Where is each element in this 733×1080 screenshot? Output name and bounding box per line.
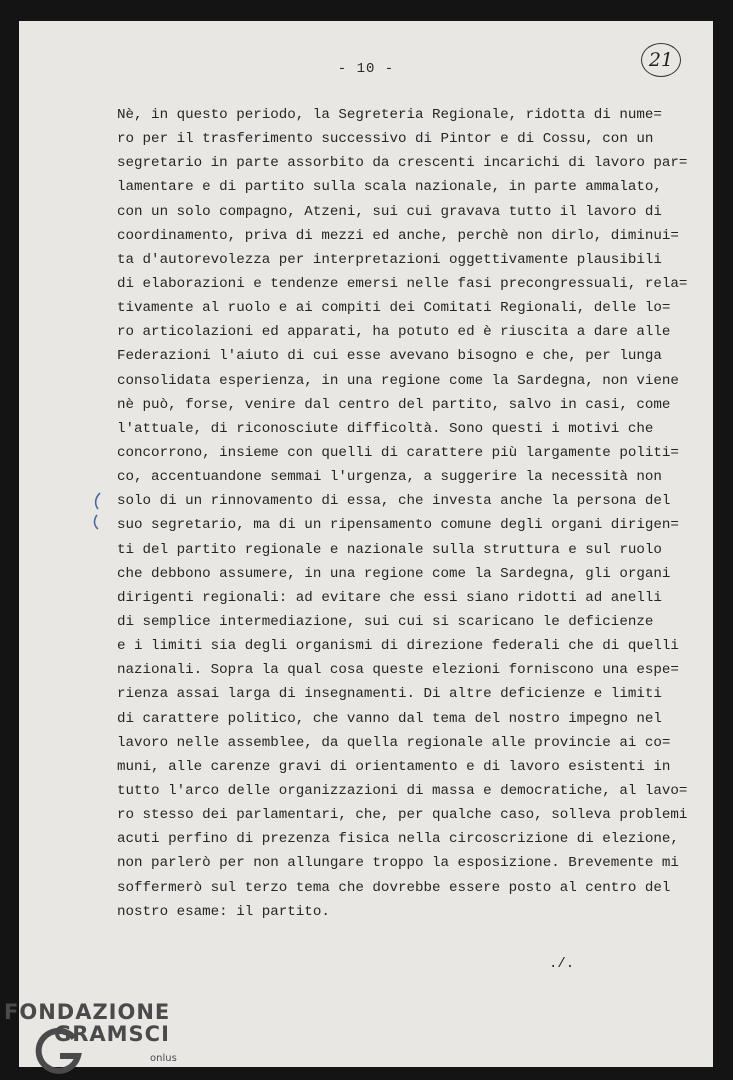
watermark-logo-icon xyxy=(34,1028,82,1076)
text-line: soffermerò sul terzo tema che dovrebbe essere posto al centro del xyxy=(117,879,671,896)
watermark-line-2: GRAMSCI xyxy=(54,1022,170,1046)
text-line: rienza assai larga di insegnamenti. Di altre deficienze e limiti xyxy=(117,686,662,703)
page-number: - 10 - xyxy=(337,61,395,77)
text-line: l'attuale, di riconosciute difficoltà. Sono questi i motivi che xyxy=(117,420,654,437)
text-line: ta d'autorevolezza per interpretazioni oggettivamente plausibili xyxy=(117,251,662,268)
fondazione-gramsci-watermark xyxy=(4,1000,194,1076)
document-page xyxy=(19,21,713,1067)
archive-number-circled: 21 xyxy=(641,43,681,77)
text-line: ro per il trasferimento successivo di Pintor e di Cossu, con un xyxy=(117,131,654,148)
text-line: nazionali. Sopra la qual cosa queste elezioni forniscono una espe= xyxy=(117,662,679,679)
text-line: coordinamento, priva di mezzi ed anche, perchè non dirlo, diminui= xyxy=(117,227,679,244)
text-line: tivamente al ruolo e ai compiti dei Comitati Regionali, delle lo= xyxy=(117,300,671,317)
text-line: suo segretario, ma di un ripensamento comune degli organi dirigen= xyxy=(117,517,679,534)
text-line: solo di un rinnovamento di essa, che investa anche la persona del xyxy=(117,493,671,510)
text-line: concorrono, insieme con quelli di carattere più largamente politi= xyxy=(117,444,679,461)
text-line: con un solo compagno, Atzeni, sui cui gravava tutto il lavoro di xyxy=(117,203,662,220)
text-line: Federazioni l'aiuto di cui esse avevano bisogno e che, per lunga xyxy=(117,348,662,365)
text-line: di carattere politico, che vanno dal tema del nostro impegno nel xyxy=(117,710,662,727)
text-line: co, accentuandone semmai l'urgenza, a suggerire la necessità non xyxy=(117,469,662,486)
text-line: tutto l'arco delle organizzazioni di massa e democratiche, al lavo= xyxy=(117,782,688,799)
text-line: ro stesso dei parlamentari, che, per qualche caso, solleva problemi xyxy=(117,807,688,824)
text-line: e i limiti sia degli organismi di direzione federali che di quelli xyxy=(117,638,679,655)
text-line: di semplice intermediazione, sui cui si scaricano le deficienze xyxy=(117,613,654,630)
text-line: segretario in parte assorbito da crescenti incarichi di lavoro par= xyxy=(117,155,688,172)
text-line: ro articolazioni ed apparati, ha potuto ed è riuscita a dare alle xyxy=(117,324,671,341)
text-line: dirigenti regionali: ad evitare che essi siano ridotti ad anelli xyxy=(117,589,662,606)
text-line: che debbono assumere, in una regione come la Sardegna, gli organi xyxy=(117,565,671,582)
text-line: muni, alle carenze gravi di orientamento e di lavoro esistenti in xyxy=(117,758,671,775)
margin-bracket-mark xyxy=(91,491,105,531)
watermark-onlus: onlus xyxy=(150,1053,177,1064)
text-line: non parlerò per non allungare troppo la esposizione. Brevemente mi xyxy=(117,855,679,872)
text-line: nostro esame: il partito. xyxy=(117,903,330,920)
text-line: Nè, in questo periodo, la Segreteria Regionale, ridotta di nume= xyxy=(117,107,662,123)
watermark-line-1: FONDAZIONE xyxy=(4,1000,171,1024)
text-line: ti del partito regionale e nazionale sulla struttura e sul ruolo xyxy=(117,541,662,558)
text-line: lavoro nelle assemblee, da quella regionale alle provincie ai co= xyxy=(117,734,671,751)
body-text xyxy=(117,103,697,924)
text-line: nè può, forse, venire dal centro del partito, salvo in casi, come xyxy=(117,396,671,413)
text-line: consolidata esperienza, in una regione come la Sardegna, non viene xyxy=(117,372,679,389)
text-line: lamentare e di partito sulla scala nazionale, in parte ammalato, xyxy=(117,179,662,196)
text-line: di elaborazioni e tendenze emersi nelle fasi precongressuali, rela= xyxy=(117,275,688,292)
text-line: acuti perfino di prezenza fisica nella circoscrizione di elezione, xyxy=(117,831,679,848)
signoff-mark: ./. xyxy=(549,956,575,972)
